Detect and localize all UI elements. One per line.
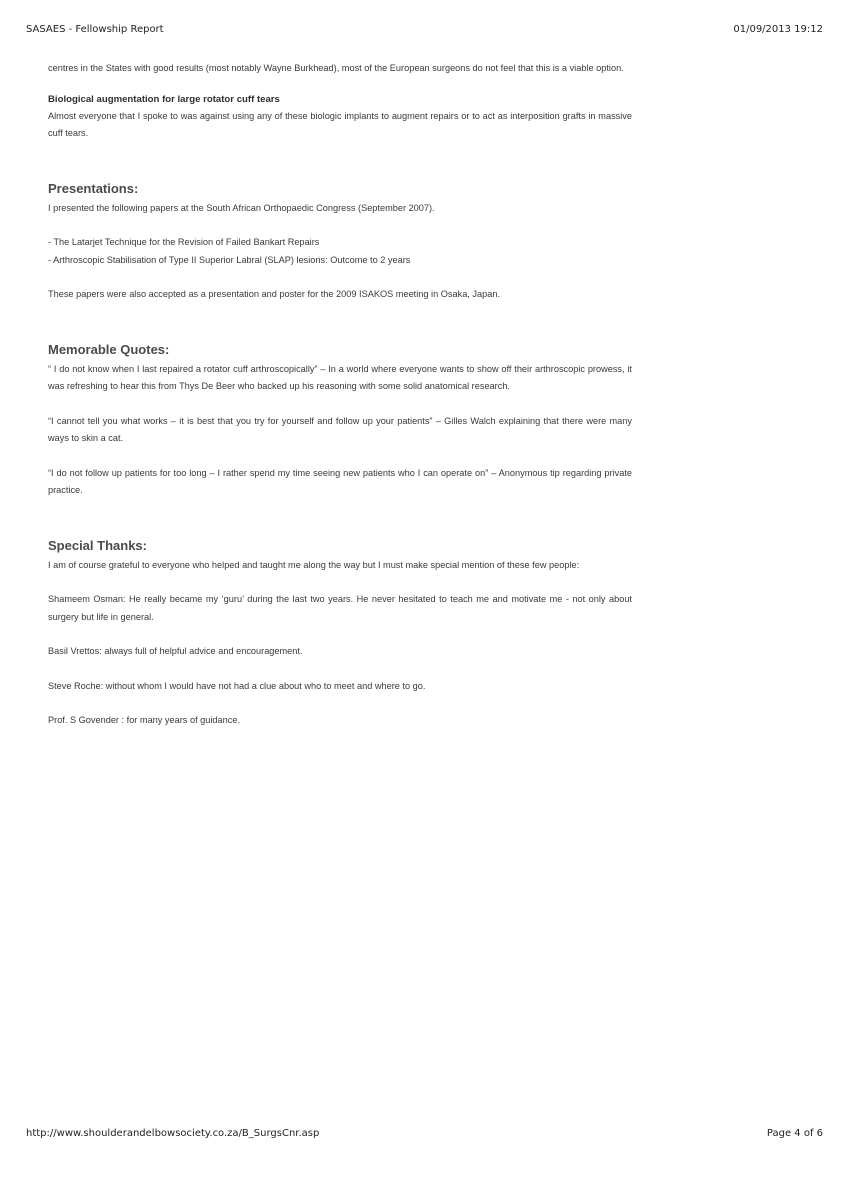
thanks-item: Prof. S Govender : for many years of guidance. xyxy=(48,715,241,725)
quotes-heading: Memorable Quotes: xyxy=(48,341,170,357)
source-url: http://www.shoulderandelbowsociety.co.za/B_SurgsCnr.asp xyxy=(26,1128,320,1139)
presentations-heading: Presentations: xyxy=(48,180,139,196)
print-datetime: 01/09/2013 19:12 xyxy=(733,24,823,35)
print-header xyxy=(26,24,823,38)
thanks-intro: I am of course grateful to everyone who helped and taught me along the way but I must make special mention of these few people: xyxy=(48,559,580,570)
presentation-item: - The Latarjet Technique for the Revision of Failed Bankart Repairs xyxy=(48,237,320,247)
thanks-item: Shameem Osman: He really became my ‘guru’ during the last two years. He never hesitated to teach me and motivate me - not only about surgery but life in general. xyxy=(48,594,632,622)
page-number: Page 4 of 6 xyxy=(766,1128,823,1139)
intro-continuation: centres in the States with good results (most notably Wayne Burkhead), most of the European surgeons do not feel that this is a viable option. xyxy=(48,63,624,73)
presentations-note: These papers were also accepted as a presentation and poster for the 2009 ISAKOS meeting in Osaka, Japan. xyxy=(48,289,500,299)
thanks-item: Steve Roche: without whom I would have not had a clue about who to meet and where to go. xyxy=(48,680,426,691)
document-title: SASAES - Fellowship Report xyxy=(26,24,164,35)
biological-heading: Biological augmentation for large rotator cuff tears xyxy=(48,93,280,105)
biological-text: Almost everyone that I spoke to was against using any of these biologic implants to augment repairs or to act as interposition grafts in massive cuff tears. xyxy=(48,110,632,138)
thanks-heading: Special Thanks: xyxy=(48,537,147,553)
presentation-item: - Arthroscopic Stabilisation of Type II Superior Labral (SLAP) lesions: Outcome to 2 years xyxy=(48,254,411,265)
quote-item: “I do not follow up patients for too long – I rather spend my time seeing new patients who I can operate on” – Anonymous tip regarding private practice. xyxy=(48,467,632,495)
report-content xyxy=(48,60,632,730)
quote-item: “ I do not know when I last repaired a rotator cuff arthroscopically” – In a world where everyone wants to show off their arthroscopic prowess, it was refreshing to hear this from Thys De Beer who backed up his reasoning with some solid anatomical research. xyxy=(48,363,632,391)
presentations-intro: I presented the following papers at the South African Orthopaedic Congress (September 2007). xyxy=(48,202,435,213)
thanks-item: Basil Vrettos: always full of helpful advice and encouragement. xyxy=(48,646,303,656)
quote-item: “I cannot tell you what works – it is best that you try for yourself and follow up your patients” – Gilles Walch explaining that there were many ways to skin a cat. xyxy=(48,415,632,443)
print-footer xyxy=(26,1128,823,1142)
